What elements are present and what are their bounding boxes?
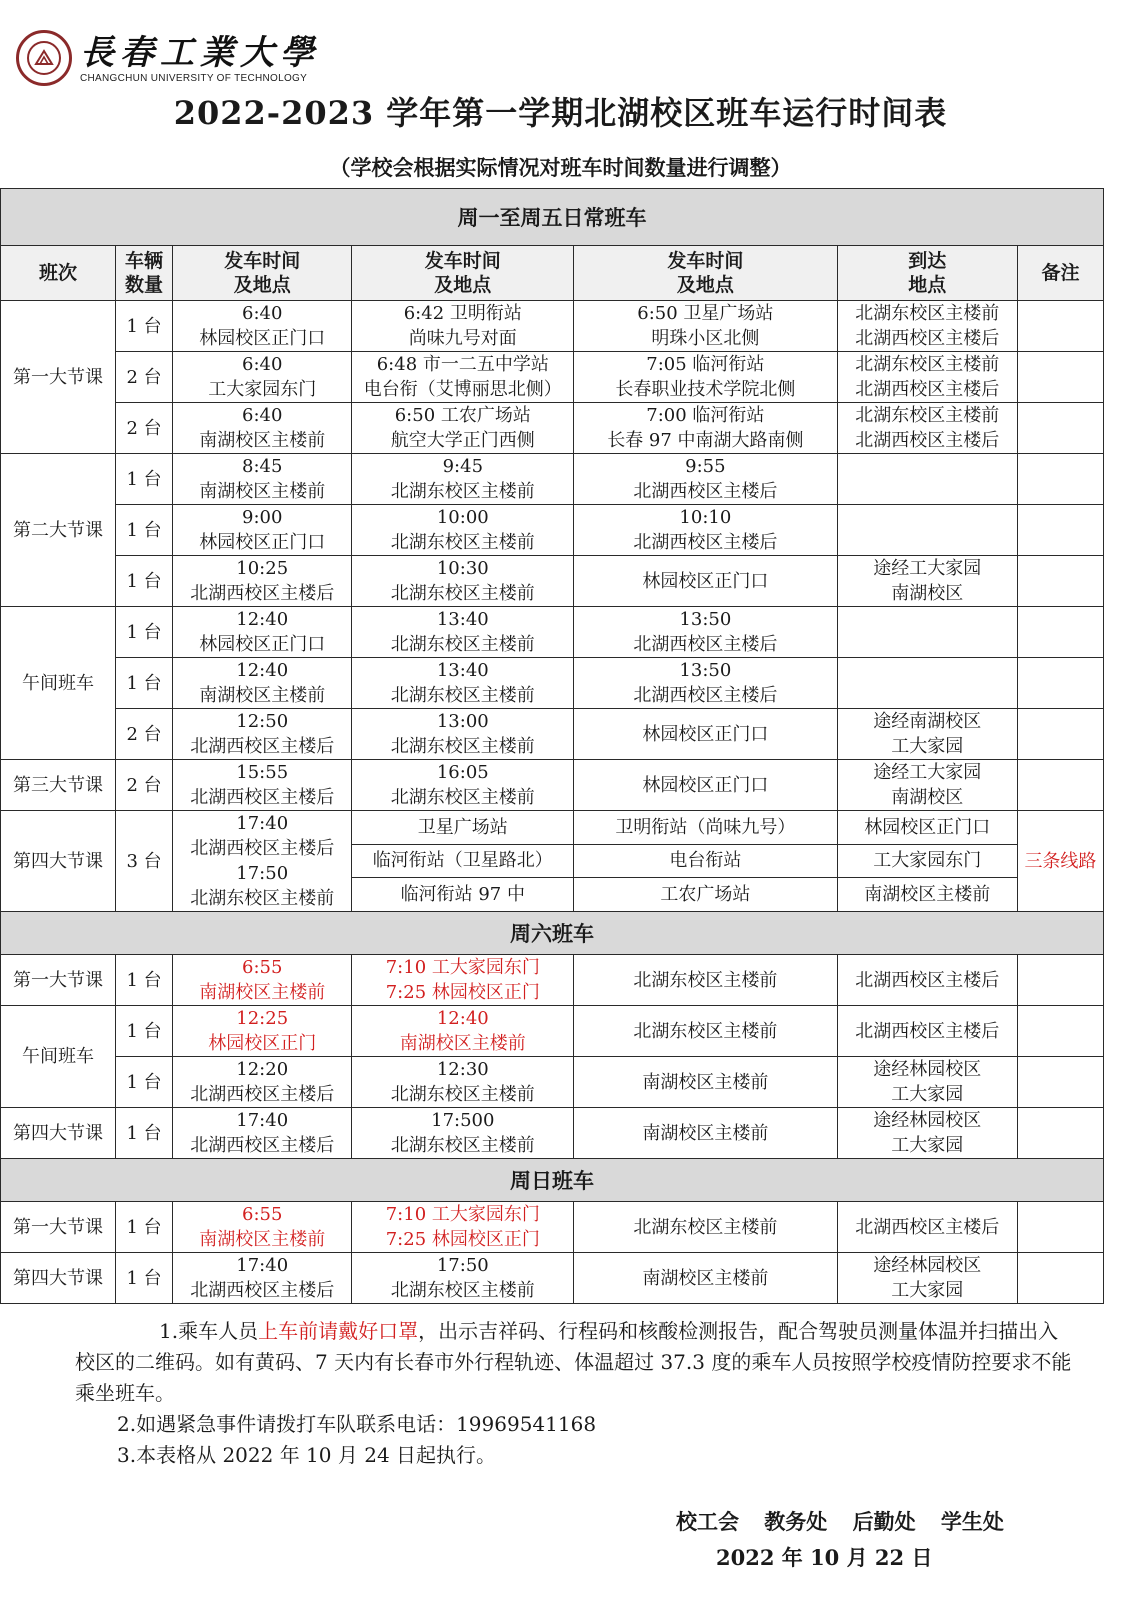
departure-1: 9:00 林园校区正门口: [173, 505, 352, 556]
departure-1: 12:50 北湖西校区主楼后: [173, 709, 352, 760]
departure-1: 6:55 南湖校区主楼前: [173, 955, 352, 1006]
table-row: [1, 811, 1104, 845]
period-name: 第四大节课: [1, 811, 116, 912]
departure-2: 17:500 北湖东校区主楼前: [352, 1108, 574, 1159]
vehicle-count: 2 台: [116, 352, 173, 403]
departure-3: 林园校区正门口: [574, 760, 837, 811]
note-cell: [1017, 658, 1103, 709]
departure-1: 17:40 北湖西校区主楼后: [173, 1253, 352, 1304]
note-cell: [1017, 505, 1103, 556]
departure-1: 17:40 北湖西校区主楼后: [173, 1108, 352, 1159]
table-row: [1, 301, 1104, 352]
departure-2: 6:48 市一二五中学站 电台衔（艾博丽思北侧）: [352, 352, 574, 403]
departure-2: 17:50 北湖东校区主楼前: [352, 1253, 574, 1304]
vehicle-count: 1 台: [116, 1006, 173, 1057]
period-name: 第一大节课: [1, 1202, 116, 1253]
column-header-row: [1, 246, 1104, 301]
departure-3: 北湖东校区主楼前: [574, 1202, 837, 1253]
departure-1: 17:40 北湖西校区主楼后 17:50 北湖东校区主楼前: [173, 811, 352, 912]
arrival: [837, 658, 1017, 709]
arrival: [837, 505, 1017, 556]
period-name: 午间班车: [1, 607, 116, 760]
departure-3: 北湖东校区主楼前: [574, 1006, 837, 1057]
arrival: 途经南湖校区 工大家园: [837, 709, 1017, 760]
section-saturday: [1, 912, 1104, 955]
departure-2: 10:30 北湖东校区主楼前: [352, 556, 574, 607]
departure-3: 南湖校区主楼前: [574, 1057, 837, 1108]
col-dep2: 发车时间 及地点: [352, 246, 574, 301]
note-cell: [1017, 709, 1103, 760]
departure-2: 10:00 北湖东校区主楼前: [352, 505, 574, 556]
signing-departments: 校工会 教务处 后勤处 学生处: [676, 1509, 1004, 1534]
page-title: 2022-2023 学年第一学期北湖校区班车运行时间表: [173, 94, 948, 132]
vehicle-count: 1 台: [116, 454, 173, 505]
departure-1: 6:40 林园校区正门口: [173, 301, 352, 352]
signing-date: 2022 年 10 月 22 日: [716, 1545, 933, 1570]
departure-2: 7:10 工大家园东门 7:25 林园校区正门: [352, 955, 574, 1006]
note-cell: 三条线路: [1017, 811, 1103, 912]
arrival: 北湖西校区主楼后: [837, 1202, 1017, 1253]
col-banci: 班次: [1, 246, 116, 301]
page-subtitle: （学校会根据实际情况对班车时间数量进行调整）: [329, 155, 792, 180]
arrival: 南湖校区主楼前: [837, 878, 1017, 912]
note-2: 2.如遇紧急事件请拨打车队联系电话：19969541168: [117, 1412, 597, 1436]
departure-1: 6:40 工大家园东门: [173, 352, 352, 403]
departure-3: 9:55 北湖西校区主楼后: [574, 454, 837, 505]
period-name: 第一大节课: [1, 301, 116, 454]
arrival: 北湖东校区主楼前 北湖西校区主楼后: [837, 352, 1017, 403]
section-sunday: [1, 1159, 1104, 1202]
note-cell: [1017, 403, 1103, 454]
arrival: [837, 454, 1017, 505]
vehicle-count: 2 台: [116, 760, 173, 811]
table-row: [1, 556, 1104, 607]
arrival: 北湖东校区主楼前 北湖西校区主楼后: [837, 403, 1017, 454]
table-row: [1, 709, 1104, 760]
university-header: [16, 28, 320, 88]
col-arrival: 到达 地点: [837, 246, 1017, 301]
arrival: 工大家园东门: [837, 844, 1017, 878]
departure-3: 10:10 北湖西校区主楼后: [574, 505, 837, 556]
vehicle-count: 2 台: [116, 403, 173, 454]
note-cell: [1017, 1253, 1103, 1304]
table-row: [1, 658, 1104, 709]
university-name-cn: 長春工業大學: [80, 32, 320, 73]
table-row: [1, 1108, 1104, 1159]
arrival: [837, 607, 1017, 658]
section-title: 周一至周五日常班车: [1, 189, 1104, 246]
col-count: 车辆 数量: [116, 246, 173, 301]
vehicle-count: 1 台: [116, 1253, 173, 1304]
table-row: [1, 955, 1104, 1006]
vehicle-count: 1 台: [116, 955, 173, 1006]
departure-3: 林园校区正门口: [574, 709, 837, 760]
note-cell: [1017, 1057, 1103, 1108]
period-name: 第二大节课: [1, 454, 116, 607]
departure-3: 13:50 北湖西校区主楼后: [574, 658, 837, 709]
arrival: 途经林园校区 工大家园: [837, 1108, 1017, 1159]
arrival: 途经林园校区 工大家园: [837, 1057, 1017, 1108]
period-name: 午间班车: [1, 1006, 116, 1108]
table-row: [1, 1253, 1104, 1304]
table-row: [1, 403, 1104, 454]
note-1-prefix: 1.乘车人员: [159, 1319, 259, 1343]
departure-3: 工农广场站: [574, 878, 837, 912]
col-note: 备注: [1017, 246, 1103, 301]
note-3: 3.本表格从 2022 年 10 月 24 日起执行。: [117, 1443, 497, 1467]
university-name-en: CHANGCHUN UNIVERSITY OF TECHNOLOGY: [80, 72, 308, 84]
note-1-highlight: 上车前请戴好口罩: [258, 1319, 419, 1343]
departure-2: 12:30 北湖东校区主楼前: [352, 1057, 574, 1108]
departure-3: 林园校区正门口: [574, 556, 837, 607]
section-title: 周六班车: [1, 912, 1104, 955]
notes: [75, 1316, 1075, 1471]
arrival: 北湖东校区主楼前 北湖西校区主楼后: [837, 301, 1017, 352]
departure-2: 12:40 南湖校区主楼前: [352, 1006, 574, 1057]
period-name: 第三大节课: [1, 760, 116, 811]
vehicle-count: 1 台: [116, 1057, 173, 1108]
departure-2: 临河衔站 97 中: [352, 878, 574, 912]
departure-2: 7:10 工大家园东门 7:25 林园校区正门: [352, 1202, 574, 1253]
departure-2: 9:45 北湖东校区主楼前: [352, 454, 574, 505]
vehicle-count: 1 台: [116, 1108, 173, 1159]
arrival: 林园校区正门口: [837, 811, 1017, 845]
note-1-body: ，出示吉祥码、行程码和核酸检测报告，配合驾驶员测量体温并扫描出入校区的二维码。如有黄码、7 天内有长春市外行程轨迹、体温超过 37.3 度的乘车人员按照学校疫情防控要求不能乘坐班车。: [75, 1319, 1072, 1405]
departure-3: 7:05 临河衔站 长春职业技术学院北侧: [574, 352, 837, 403]
departure-3: 6:50 卫星广场站 明珠小区北侧: [574, 301, 837, 352]
departure-2: 卫星广场站: [352, 811, 574, 845]
vehicle-count: 1 台: [116, 1202, 173, 1253]
note-cell: [1017, 352, 1103, 403]
note-cell: [1017, 556, 1103, 607]
university-name: [80, 33, 320, 84]
departure-3: 北湖东校区主楼前: [574, 955, 837, 1006]
note-cell: [1017, 1108, 1103, 1159]
departure-2: 13:40 北湖东校区主楼前: [352, 607, 574, 658]
table-row: [1, 760, 1104, 811]
vehicle-count: 1 台: [116, 658, 173, 709]
arrival: 途经工大家园 南湖校区: [837, 556, 1017, 607]
table-row: [1, 505, 1104, 556]
arrival: 北湖西校区主楼后: [837, 1006, 1017, 1057]
table-row: [1, 454, 1104, 505]
departure-3: 电台衔站: [574, 844, 837, 878]
period-name: 第一大节课: [1, 955, 116, 1006]
departure-1: 6:55 南湖校区主楼前: [173, 1202, 352, 1253]
arrival: 途经林园校区 工大家园: [837, 1253, 1017, 1304]
departure-2: 16:05 北湖东校区主楼前: [352, 760, 574, 811]
note-cell: [1017, 1202, 1103, 1253]
vehicle-count: 2 台: [116, 709, 173, 760]
departure-2: 6:50 工农广场站 航空大学正门西侧: [352, 403, 574, 454]
vehicle-count: 1 台: [116, 607, 173, 658]
vehicle-count: 1 台: [116, 556, 173, 607]
note-cell: [1017, 454, 1103, 505]
departure-1: 12:40 林园校区正门口: [173, 607, 352, 658]
note-cell: [1017, 760, 1103, 811]
period-name: 第四大节课: [1, 1253, 116, 1304]
section-title: 周日班车: [1, 1159, 1104, 1202]
table-row: [1, 1057, 1104, 1108]
departure-1: 8:45 南湖校区主楼前: [173, 454, 352, 505]
period-name: 第四大节课: [1, 1108, 116, 1159]
schedule-table: [0, 188, 1104, 1304]
col-dep3: 发车时间 及地点: [574, 246, 837, 301]
departure-3: 南湖校区主楼前: [574, 1108, 837, 1159]
departure-2: 13:40 北湖东校区主楼前: [352, 658, 574, 709]
note-1: [75, 1316, 1075, 1409]
vehicle-count: 3 台: [116, 811, 173, 912]
university-seal-icon: [16, 30, 72, 86]
table-row: [1, 352, 1104, 403]
departure-1: 12:40 南湖校区主楼前: [173, 658, 352, 709]
departure-1: 12:25 林园校区正门: [173, 1006, 352, 1057]
departure-1: 6:40 南湖校区主楼前: [173, 403, 352, 454]
table-row: [1, 1006, 1104, 1057]
note-cell: [1017, 607, 1103, 658]
vehicle-count: 1 台: [116, 505, 173, 556]
note-cell: [1017, 1006, 1103, 1057]
section-weekday: [1, 189, 1104, 246]
departure-2: 临河衔站（卫星路北）: [352, 844, 574, 878]
note-cell: [1017, 301, 1103, 352]
arrival: 北湖西校区主楼后: [837, 955, 1017, 1006]
note-cell: [1017, 955, 1103, 1006]
departure-3: 7:00 临河衔站 长春 97 中南湖大路南侧: [574, 403, 837, 454]
departure-3: 卫明衔站（尚味九号）: [574, 811, 837, 845]
departure-3: 13:50 北湖西校区主楼后: [574, 607, 837, 658]
departure-3: 南湖校区主楼前: [574, 1253, 837, 1304]
vehicle-count: 1 台: [116, 301, 173, 352]
col-dep1: 发车时间 及地点: [173, 246, 352, 301]
departure-1: 15:55 北湖西校区主楼后: [173, 760, 352, 811]
departure-1: 10:25 北湖西校区主楼后: [173, 556, 352, 607]
table-row: [1, 1202, 1104, 1253]
departure-2: 13:00 北湖东校区主楼前: [352, 709, 574, 760]
arrival: 途经工大家园 南湖校区: [837, 760, 1017, 811]
departure-1: 12:20 北湖西校区主楼后: [173, 1057, 352, 1108]
departure-2: 6:42 卫明衔站 尚味九号对面: [352, 301, 574, 352]
table-row: [1, 607, 1104, 658]
